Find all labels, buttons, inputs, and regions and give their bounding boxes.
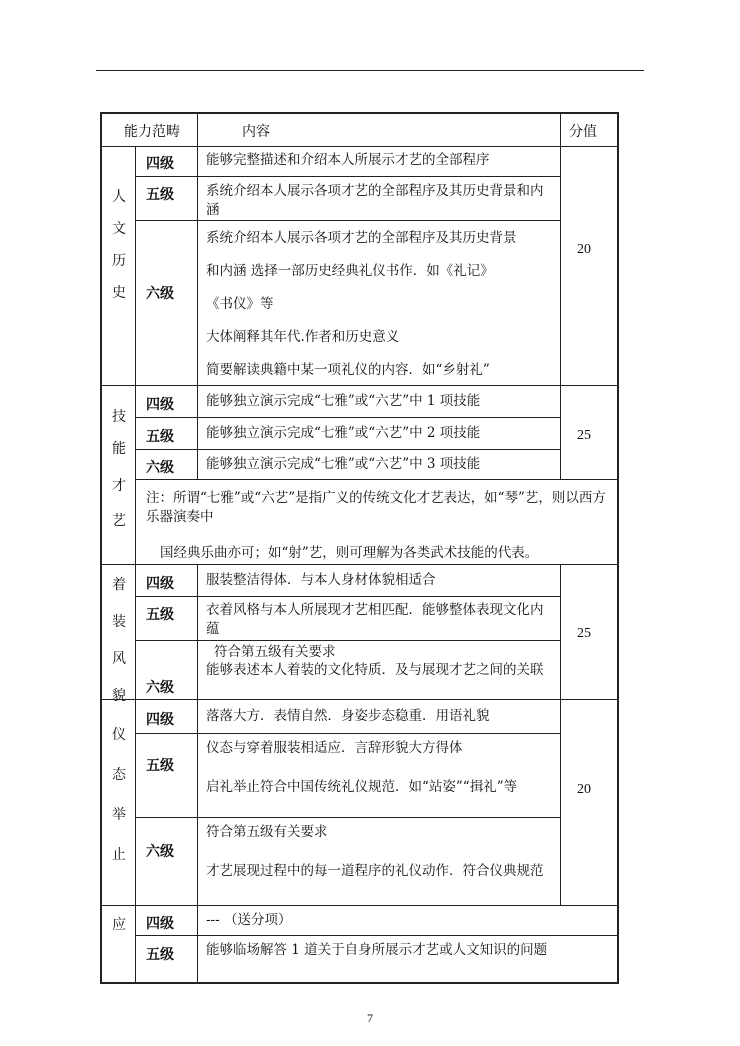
requirement-text: 能够独立演示完成“七雅”或“六艺”中 1 项技能: [206, 393, 481, 409]
level-label: 五级: [146, 187, 174, 203]
row-divider: [135, 733, 560, 734]
category-char: 风: [112, 651, 126, 667]
category-char: 止: [112, 847, 126, 863]
score-value: 25: [577, 626, 591, 641]
category-char: 历: [112, 253, 126, 269]
requirement-text: 《书仪》等: [206, 296, 274, 312]
header-category: 能力范畴: [124, 124, 180, 140]
header-score: 分值: [569, 124, 597, 140]
requirement-text: 服装整洁得体．与本人身材体貌相适合: [206, 572, 436, 588]
col-divider-score: [560, 564, 561, 905]
category-char: 文: [112, 221, 126, 237]
level-label: 六级: [146, 844, 174, 860]
row-divider: [135, 935, 617, 936]
header-divider: [102, 146, 617, 147]
row-divider: [135, 596, 560, 597]
category-char: 艺: [112, 513, 126, 529]
level-label: 六级: [146, 286, 174, 302]
category-char: 举: [112, 807, 126, 823]
requirement-text: 仪态与穿着服装相适应．言辞形貌大方得体: [206, 740, 463, 756]
requirement-text: 系统介绍本人展示各项才艺的全部程序及其历史背景: [206, 230, 517, 246]
requirement-text: 和内涵 选择一部历史经典礼仪书作．如《礼记》: [206, 263, 494, 279]
category-char: 貌: [112, 688, 126, 704]
requirement-text: 符合第五级有关要求: [214, 644, 336, 660]
requirement-text: 能够完整描述和介绍本人所展示才艺的全部程序: [206, 152, 490, 168]
requirement-text: 系统介绍本人展示各项才艺的全部程序及其历史背景和内涵: [206, 183, 544, 218]
note-text: 注：所谓“七雅”或“六艺”是指广义的传统文化才艺表达，如“琴”艺，则以西方乐器演奏中: [146, 490, 606, 525]
category-char: 能: [112, 441, 126, 457]
level-label: 五级: [146, 947, 174, 963]
category-char: 仪: [112, 727, 126, 743]
requirement-text: 大体阐释其年代.作者和历史意义: [206, 329, 400, 345]
category-char: 态: [112, 767, 126, 783]
requirement-text: 能够表述本人着装的文化特质．及与展现才艺之间的关联: [206, 662, 544, 678]
level-label: 四级: [146, 397, 174, 413]
level-label: 四级: [146, 576, 174, 592]
level-label: 四级: [146, 916, 174, 932]
header-rule: [96, 70, 644, 71]
note-divider: [135, 479, 617, 480]
requirement-text: --- （送分项）: [206, 912, 292, 928]
score-value: 20: [577, 782, 591, 797]
header-content: 内容: [242, 124, 270, 140]
level-label: 六级: [146, 680, 174, 696]
category-char: 才: [112, 478, 126, 494]
requirement-text: 能够独立演示完成“七雅”或“六艺”中 2 项技能: [206, 425, 481, 441]
requirement-text: 衣着风格与本人所展现才艺相匹配．能够整体表现文化内蕴: [206, 602, 544, 637]
row-divider: [135, 417, 560, 418]
section-divider: [102, 905, 617, 906]
requirement-text: 能够独立演示完成“七雅”或“六艺”中 3 项技能: [206, 456, 481, 472]
row-divider: [135, 817, 560, 818]
col-divider-level: [197, 564, 198, 984]
section-divider: [102, 699, 617, 700]
category-char: 技: [112, 409, 126, 425]
requirement-text: 简要解读典籍中某一项礼仪的内容．如“乡射礼”: [206, 362, 490, 378]
level-label: 五级: [146, 758, 174, 774]
assessment-table: [100, 112, 619, 984]
col-divider-header: [197, 114, 198, 146]
requirement-text: 符合第五级有关要求: [206, 824, 328, 840]
requirement-text: 能够临场解答 1 道关于自身所展示才艺或人文知识的问题: [206, 942, 548, 958]
col-divider-level: [197, 146, 198, 479]
level-label: 五级: [146, 607, 174, 623]
row-divider: [135, 220, 560, 221]
score-value: 25: [577, 428, 591, 443]
col-divider-score: [560, 114, 561, 479]
row-divider: [135, 640, 560, 641]
category-char: 史: [112, 285, 126, 301]
category-char: 着: [112, 577, 126, 593]
requirement-text: 才艺展现过程中的每一道程序的礼仪动作．符合仪典规范: [206, 863, 544, 879]
level-label: 四级: [146, 156, 174, 172]
level-label: 六级: [146, 460, 174, 476]
section-divider: [102, 385, 617, 386]
row-divider: [135, 176, 560, 177]
requirement-text: 启礼举止符合中国传统礼仪规范．如“站姿”“揖礼”等: [206, 779, 518, 795]
page-number: 7: [367, 1011, 373, 1025]
section-divider: [102, 564, 617, 565]
note-text: 国经典乐曲亦可；如“射”艺，则可理解为各类武术技能的代表。: [160, 545, 539, 561]
level-label: 五级: [146, 429, 174, 445]
level-label: 四级: [146, 712, 174, 728]
category-char: 人: [112, 189, 126, 205]
category-char: 应: [112, 917, 126, 933]
requirement-text: 落落大方．表情自然．身姿步态稳重．用语礼貌: [206, 708, 490, 724]
score-value: 20: [577, 242, 591, 257]
row-divider: [135, 449, 560, 450]
col-divider-category: [135, 146, 136, 984]
category-char: 装: [112, 614, 126, 630]
